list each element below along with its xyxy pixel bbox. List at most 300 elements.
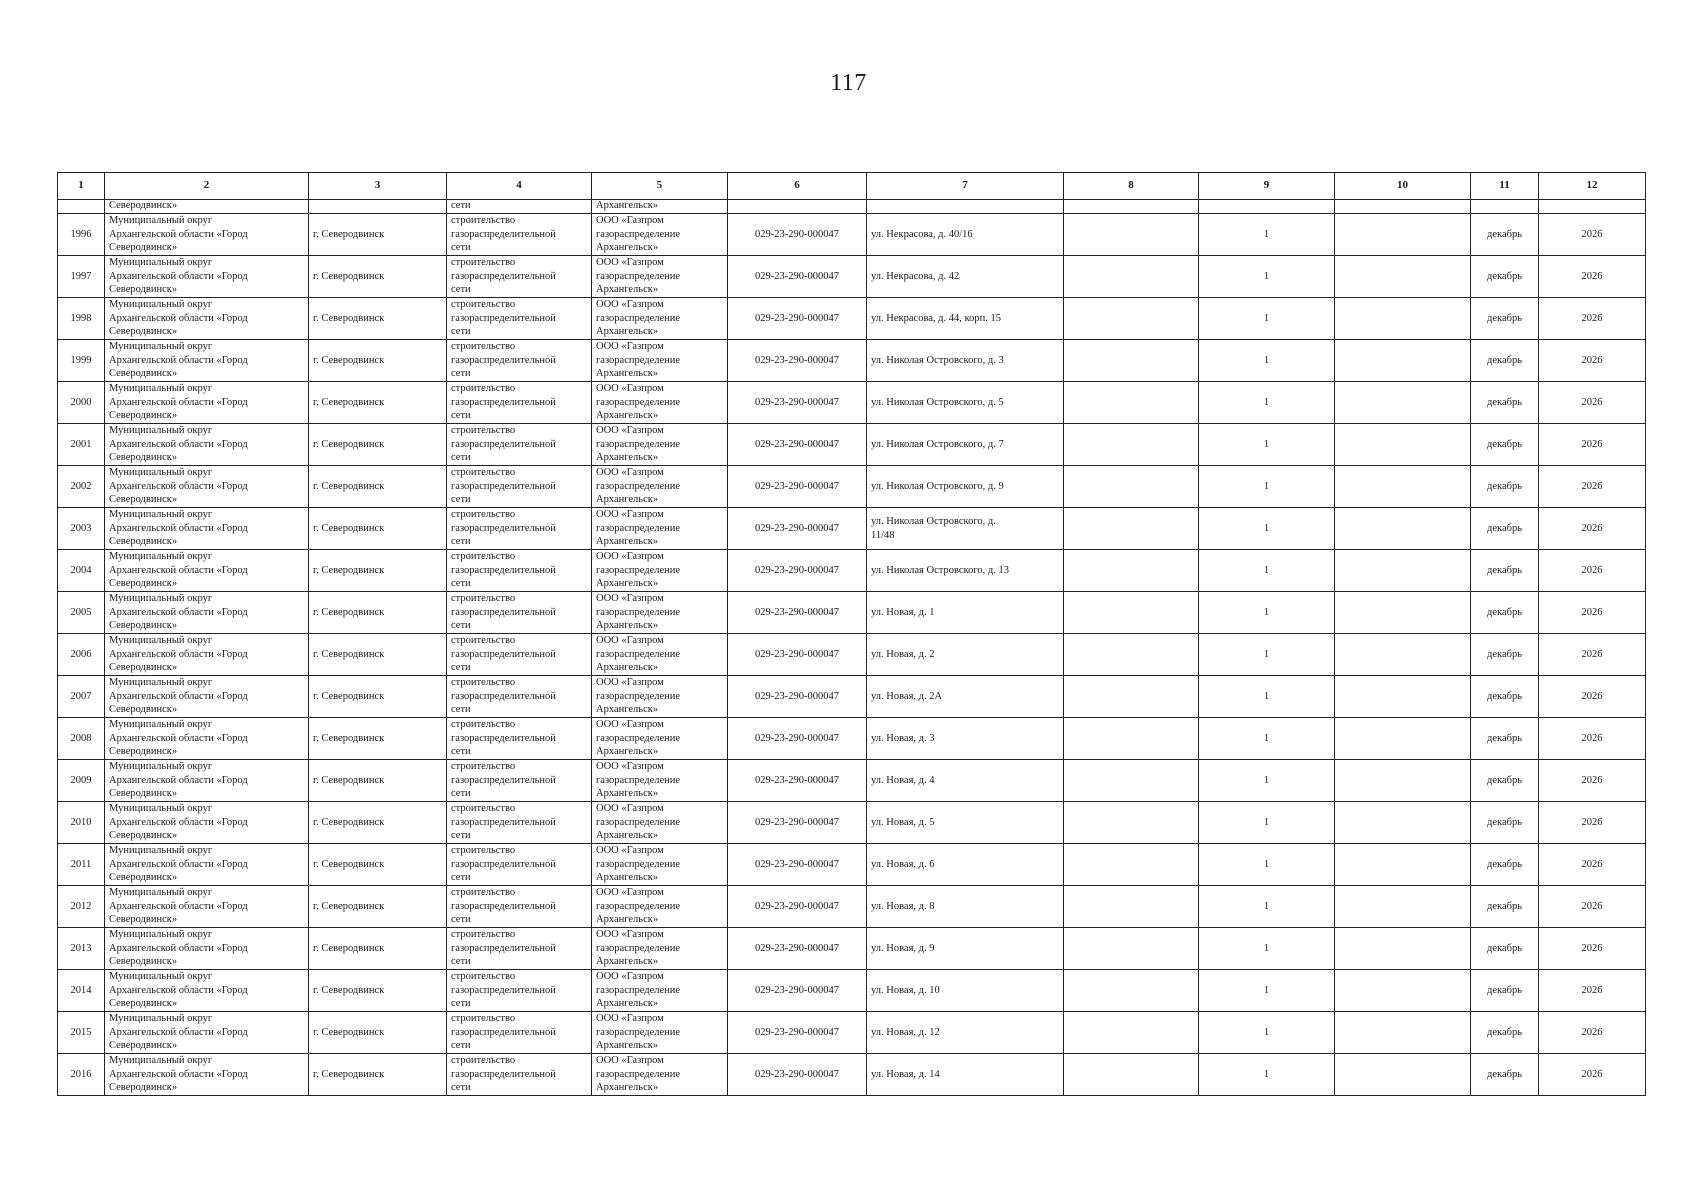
quantity-cell-text: 1: [1263, 984, 1270, 996]
city-cell-text: г. Северодвинск: [313, 312, 385, 324]
organization-cell-text: ООО «Газпром газораспределение Архангельск»: [596, 509, 681, 548]
table-row: [58, 340, 1646, 382]
continuation-org: Архангельск»: [592, 200, 728, 214]
month-cell-text: декабрь: [1487, 1068, 1522, 1080]
organization-cell-text: ООО «Газпром газораспределение Архангельск»: [596, 1013, 681, 1052]
municipality-cell: [105, 634, 309, 676]
code-cell-text: 029-23-290-000047: [755, 522, 839, 534]
month-cell: [1471, 256, 1539, 298]
month-cell: [1471, 424, 1539, 466]
quantity-cell: [1199, 844, 1335, 886]
year-cell-text: 2026: [1581, 354, 1603, 366]
row-number: [58, 970, 105, 1012]
year-cell: [1539, 592, 1646, 634]
code-cell-text: 029-23-290-000047: [755, 984, 839, 996]
address-cell-text: ул. Некрасова, д. 44, корп. 15: [871, 312, 1001, 324]
row-number-text: 1996: [70, 228, 92, 240]
month-cell: [1471, 1012, 1539, 1054]
row-number: [58, 466, 105, 508]
address-cell-text: ул. Новая, д. 12: [871, 1026, 940, 1038]
month-cell-text: декабрь: [1487, 732, 1522, 744]
work-type-cell: [447, 886, 592, 928]
address-cell: [867, 970, 1064, 1012]
city-cell-text: г. Северодвинск: [313, 648, 385, 660]
table-row: [58, 214, 1646, 256]
quantity-cell-text: 1: [1263, 312, 1270, 324]
column-10-cell: [1335, 676, 1471, 718]
code-cell-text: 029-23-290-000047: [755, 354, 839, 366]
continuation-row: [58, 200, 1646, 214]
municipality-cell: [105, 424, 309, 466]
city-cell: [309, 550, 447, 592]
organization-cell: [592, 718, 728, 760]
table-row: [58, 802, 1646, 844]
quantity-cell-text: 1: [1263, 942, 1270, 954]
work-type-cell: [447, 1012, 592, 1054]
column-10-cell: [1335, 844, 1471, 886]
code-cell-text: 029-23-290-000047: [755, 564, 839, 576]
column-8-cell: [1064, 382, 1199, 424]
address-cell-text: ул. Николая Островского, д. 3: [871, 354, 1004, 366]
address-cell: [867, 298, 1064, 340]
year-cell: [1539, 550, 1646, 592]
city-cell-text: г. Северодвинск: [313, 984, 385, 996]
address-cell-text: ул. Новая, д. 14: [871, 1068, 940, 1080]
address-cell-text: ул. Новая, д. 2: [871, 648, 935, 660]
row-number: [58, 1054, 105, 1096]
year-cell: [1539, 802, 1646, 844]
quantity-cell-text: 1: [1263, 900, 1270, 912]
code-cell-text: 029-23-290-000047: [755, 480, 839, 492]
municipality-cell: [105, 802, 309, 844]
work-type-cell: [447, 634, 592, 676]
table-row: [58, 928, 1646, 970]
address-cell: [867, 802, 1064, 844]
row-number: [58, 298, 105, 340]
month-cell: [1471, 928, 1539, 970]
city-cell: [309, 802, 447, 844]
code-cell: [728, 214, 867, 256]
municipality-cell: [105, 340, 309, 382]
row-number-text: 2008: [70, 732, 92, 744]
column-8-cell: [1064, 928, 1199, 970]
column-10-cell: [1335, 340, 1471, 382]
work-type-cell-text: строительство газораспределительной сети: [451, 215, 556, 254]
year-cell-text: 2026: [1581, 522, 1603, 534]
quantity-cell: [1199, 466, 1335, 508]
row-number: [58, 802, 105, 844]
municipality-cell-text: Муниципальный округ Архангельской области «Город Северодвинск»: [109, 257, 248, 296]
quantity-cell-text: 1: [1263, 564, 1270, 576]
code-cell: [728, 676, 867, 718]
month-cell: [1471, 970, 1539, 1012]
code-cell-text: 029-23-290-000047: [755, 396, 839, 408]
municipality-cell: [105, 676, 309, 718]
organization-cell: [592, 634, 728, 676]
row-number: [58, 928, 105, 970]
address-cell-text: ул. Новая, д. 6: [871, 858, 935, 870]
organization-cell: [592, 886, 728, 928]
column-8-cell: [1064, 550, 1199, 592]
year-cell: [1539, 340, 1646, 382]
row-number-text: 2006: [70, 648, 92, 660]
municipality-cell: [105, 550, 309, 592]
column-8-cell: [1064, 1012, 1199, 1054]
work-type-cell-text: строительство газораспределительной сети: [451, 551, 556, 590]
municipality-cell: [105, 760, 309, 802]
table-row: [58, 592, 1646, 634]
row-number-text: 2000: [70, 396, 92, 408]
month-cell: [1471, 592, 1539, 634]
code-cell-text: 029-23-290-000047: [755, 900, 839, 912]
code-cell: [728, 466, 867, 508]
month-cell-text: декабрь: [1487, 774, 1522, 786]
row-number: [58, 886, 105, 928]
quantity-cell-text: 1: [1263, 732, 1270, 744]
quantity-cell-text: 1: [1263, 228, 1270, 240]
quantity-cell: [1199, 592, 1335, 634]
month-cell: [1471, 550, 1539, 592]
code-cell: [728, 886, 867, 928]
work-type-cell-text: строительство газораспределительной сети: [451, 845, 556, 884]
year-cell-text: 2026: [1581, 228, 1603, 240]
municipality-cell-text: Муниципальный округ Архангельской области «Город Северодвинск»: [109, 677, 248, 716]
column-10-cell: [1335, 424, 1471, 466]
quantity-cell: [1199, 760, 1335, 802]
city-cell-text: г. Северодвинск: [313, 564, 385, 576]
row-number-text: 2016: [70, 1068, 92, 1080]
city-cell-text: г. Северодвинск: [313, 228, 385, 240]
month-cell: [1471, 508, 1539, 550]
row-number-text: 2005: [70, 606, 92, 618]
municipality-cell-text: Муниципальный округ Архангельской области «Город Северодвинск»: [109, 971, 248, 1010]
work-type-cell-text: строительство газораспределительной сети: [451, 383, 556, 422]
city-cell-text: г. Северодвинск: [313, 816, 385, 828]
row-number-text: 2004: [70, 564, 92, 576]
quantity-cell-text: 1: [1263, 270, 1270, 282]
quantity-cell: [1199, 634, 1335, 676]
year-cell-text: 2026: [1581, 564, 1603, 576]
column-10-cell: [1335, 928, 1471, 970]
city-cell: [309, 592, 447, 634]
address-cell: [867, 340, 1064, 382]
row-number: [58, 340, 105, 382]
organization-cell: [592, 802, 728, 844]
city-cell: [309, 970, 447, 1012]
code-cell-text: 029-23-290-000047: [755, 648, 839, 660]
city-cell-text: г. Северодвинск: [313, 396, 385, 408]
organization-cell-text: ООО «Газпром газораспределение Архангельск»: [596, 215, 681, 254]
work-type-cell: [447, 844, 592, 886]
organization-cell-text: ООО «Газпром газораспределение Архангельск»: [596, 551, 681, 590]
quantity-cell-text: 1: [1263, 774, 1270, 786]
code-cell: [728, 760, 867, 802]
organization-cell-text: ООО «Газпром газораспределение Архангельск»: [596, 677, 681, 716]
row-number: [58, 256, 105, 298]
table-row: [58, 760, 1646, 802]
column-10-cell: [1335, 634, 1471, 676]
row-number-text: 2012: [70, 900, 92, 912]
municipality-cell-text: Муниципальный округ Архангельской области «Город Северодвинск»: [109, 1013, 248, 1052]
quantity-cell: [1199, 424, 1335, 466]
work-type-cell-text: строительство газораспределительной сети: [451, 635, 556, 674]
municipality-cell-text: Муниципальный округ Архангельской области «Город Северодвинск»: [109, 425, 248, 464]
work-type-cell-text: строительство газораспределительной сети: [451, 677, 556, 716]
code-cell-text: 029-23-290-000047: [755, 816, 839, 828]
city-cell: [309, 1012, 447, 1054]
row-number: [58, 382, 105, 424]
city-cell: [309, 424, 447, 466]
row-number: [58, 760, 105, 802]
work-type-cell-text: строительство газораспределительной сети: [451, 929, 556, 968]
column-10-cell: [1335, 508, 1471, 550]
year-cell-text: 2026: [1581, 942, 1603, 954]
city-cell-text: г. Северодвинск: [313, 606, 385, 618]
code-cell: [728, 340, 867, 382]
column-header: 4: [447, 173, 592, 200]
address-cell-text: ул. Николая Островского, д. 11/48: [871, 516, 996, 541]
column-10-cell: [1335, 550, 1471, 592]
year-cell-text: 2026: [1581, 1068, 1603, 1080]
quantity-cell: [1199, 718, 1335, 760]
address-cell-text: ул. Николая Островского, д. 5: [871, 396, 1004, 408]
column-header: 10: [1335, 173, 1471, 200]
address-cell-text: ул. Новая, д. 9: [871, 942, 935, 954]
column-8-cell: [1064, 760, 1199, 802]
quantity-cell-text: 1: [1263, 648, 1270, 660]
row-number: [58, 214, 105, 256]
code-cell-text: 029-23-290-000047: [755, 732, 839, 744]
quantity-cell: [1199, 256, 1335, 298]
month-cell-text: декабрь: [1487, 900, 1522, 912]
code-cell: [728, 802, 867, 844]
work-type-cell: [447, 466, 592, 508]
data-table: [57, 172, 1646, 1096]
address-cell-text: ул. Новая, д. 10: [871, 984, 940, 996]
city-cell-text: г. Северодвинск: [313, 438, 385, 450]
municipality-cell: [105, 844, 309, 886]
organization-cell: [592, 550, 728, 592]
month-cell-text: декабрь: [1487, 564, 1522, 576]
column-10-cell: [1335, 214, 1471, 256]
municipality-cell: [105, 592, 309, 634]
work-type-cell: [447, 718, 592, 760]
table-row: [58, 1054, 1646, 1096]
column-8-cell: [1064, 214, 1199, 256]
table-row: [58, 466, 1646, 508]
column-header: 3: [309, 173, 447, 200]
year-cell: [1539, 508, 1646, 550]
month-cell: [1471, 214, 1539, 256]
work-type-cell-text: строительство газораспределительной сети: [451, 803, 556, 842]
month-cell: [1471, 340, 1539, 382]
column-10-cell: [1335, 466, 1471, 508]
month-cell-text: декабрь: [1487, 606, 1522, 618]
quantity-cell: [1199, 508, 1335, 550]
code-cell: [728, 298, 867, 340]
column-10-cell: [1335, 802, 1471, 844]
row-number-text: 2002: [70, 480, 92, 492]
code-cell-text: 029-23-290-000047: [755, 690, 839, 702]
code-cell-text: 029-23-290-000047: [755, 270, 839, 282]
work-type-cell: [447, 256, 592, 298]
municipality-cell: [105, 256, 309, 298]
municipality-cell: [105, 970, 309, 1012]
organization-cell: [592, 382, 728, 424]
address-cell-text: ул. Некрасова, д. 42: [871, 270, 960, 282]
table-row: [58, 970, 1646, 1012]
column-header: 7: [867, 173, 1064, 200]
work-type-cell-text: строительство газораспределительной сети: [451, 425, 556, 464]
month-cell-text: декабрь: [1487, 522, 1522, 534]
quantity-cell: [1199, 970, 1335, 1012]
month-cell: [1471, 1054, 1539, 1096]
code-cell-text: 029-23-290-000047: [755, 1068, 839, 1080]
column-8-cell: [1064, 340, 1199, 382]
quantity-cell-text: 1: [1263, 480, 1270, 492]
quantity-cell: [1199, 550, 1335, 592]
city-cell-text: г. Северодвинск: [313, 354, 385, 366]
year-cell-text: 2026: [1581, 774, 1603, 786]
organization-cell-text: ООО «Газпром газораспределение Архангельск»: [596, 635, 681, 674]
city-cell: [309, 718, 447, 760]
code-cell: [728, 634, 867, 676]
organization-cell: [592, 340, 728, 382]
work-type-cell-text: строительство газораспределительной сети: [451, 509, 556, 548]
quantity-cell: [1199, 802, 1335, 844]
code-cell-text: 029-23-290-000047: [755, 774, 839, 786]
column-8-cell: [1064, 802, 1199, 844]
row-number: [58, 508, 105, 550]
row-number-text: 2013: [70, 942, 92, 954]
city-cell-text: г. Северодвинск: [313, 858, 385, 870]
municipality-cell-text: Муниципальный округ Архангельской области «Город Северодвинск»: [109, 635, 248, 674]
code-cell: [728, 508, 867, 550]
municipality-cell: [105, 298, 309, 340]
address-cell-text: ул. Новая, д. 8: [871, 900, 935, 912]
quantity-cell-text: 1: [1263, 396, 1270, 408]
work-type-cell: [447, 340, 592, 382]
address-cell: [867, 886, 1064, 928]
column-8-cell: [1064, 676, 1199, 718]
quantity-cell-text: 1: [1263, 606, 1270, 618]
municipality-cell-text: Муниципальный округ Архангельской области «Город Северодвинск»: [109, 761, 248, 800]
work-type-cell: [447, 298, 592, 340]
address-cell: [867, 550, 1064, 592]
row-number-text: 1999: [70, 354, 92, 366]
month-cell-text: декабрь: [1487, 438, 1522, 450]
address-cell: [867, 844, 1064, 886]
quantity-cell-text: 1: [1263, 816, 1270, 828]
month-cell: [1471, 298, 1539, 340]
code-cell-text: 029-23-290-000047: [755, 438, 839, 450]
address-cell: [867, 214, 1064, 256]
municipality-cell: [105, 886, 309, 928]
column-10-cell: [1335, 1012, 1471, 1054]
column-10-cell: [1335, 970, 1471, 1012]
organization-cell-text: ООО «Газпром газораспределение Архангельск»: [596, 761, 681, 800]
year-cell-text: 2026: [1581, 606, 1603, 618]
year-cell: [1539, 424, 1646, 466]
work-type-cell: [447, 1054, 592, 1096]
organization-cell-text: ООО «Газпром газораспределение Архангельск»: [596, 887, 681, 926]
column-header: 9: [1199, 173, 1335, 200]
city-cell: [309, 676, 447, 718]
column-8-cell: [1064, 844, 1199, 886]
municipality-cell: [105, 466, 309, 508]
code-cell-text: 029-23-290-000047: [755, 228, 839, 240]
year-cell: [1539, 886, 1646, 928]
table-row: [58, 382, 1646, 424]
month-cell-text: декабрь: [1487, 480, 1522, 492]
table-row: [58, 256, 1646, 298]
city-cell-text: г. Северодвинск: [313, 1068, 385, 1080]
row-number-text: 2015: [70, 1026, 92, 1038]
code-cell: [728, 1054, 867, 1096]
city-cell-text: г. Северодвинск: [313, 1026, 385, 1038]
work-type-cell: [447, 424, 592, 466]
month-cell: [1471, 466, 1539, 508]
column-8-cell: [1064, 718, 1199, 760]
quantity-cell: [1199, 214, 1335, 256]
table-row: [58, 886, 1646, 928]
organization-cell: [592, 970, 728, 1012]
organization-cell: [592, 760, 728, 802]
code-cell: [728, 928, 867, 970]
work-type-cell: [447, 550, 592, 592]
table-row: [58, 424, 1646, 466]
column-10-cell: [1335, 760, 1471, 802]
quantity-cell: [1199, 676, 1335, 718]
year-cell-text: 2026: [1581, 732, 1603, 744]
table-row: [58, 298, 1646, 340]
row-number-text: 1997: [70, 270, 92, 282]
organization-cell: [592, 676, 728, 718]
year-cell-text: 2026: [1581, 438, 1603, 450]
work-type-cell: [447, 928, 592, 970]
code-cell-text: 029-23-290-000047: [755, 1026, 839, 1038]
continuation-municipality: Северодвинск»: [105, 200, 309, 214]
year-cell: [1539, 298, 1646, 340]
work-type-cell: [447, 970, 592, 1012]
organization-cell-text: ООО «Газпром газораспределение Архангельск»: [596, 719, 681, 758]
organization-cell-text: ООО «Газпром газораспределение Архангельск»: [596, 383, 681, 422]
code-cell-text: 029-23-290-000047: [755, 312, 839, 324]
month-cell-text: декабрь: [1487, 396, 1522, 408]
table-row: [58, 634, 1646, 676]
municipality-cell: [105, 928, 309, 970]
city-cell-text: г. Северодвинск: [313, 774, 385, 786]
work-type-cell: [447, 214, 592, 256]
municipality-cell-text: Муниципальный округ Архангельской области «Город Северодвинск»: [109, 383, 248, 422]
column-header: 5: [592, 173, 728, 200]
quantity-cell-text: 1: [1263, 1068, 1270, 1080]
code-cell-text: 029-23-290-000047: [755, 858, 839, 870]
work-type-cell: [447, 382, 592, 424]
year-cell: [1539, 256, 1646, 298]
code-cell: [728, 382, 867, 424]
code-cell: [728, 550, 867, 592]
address-cell-text: ул. Николая Островского, д. 13: [871, 564, 1009, 576]
month-cell-text: декабрь: [1487, 312, 1522, 324]
address-cell: [867, 592, 1064, 634]
city-cell-text: г. Северодвинск: [313, 270, 385, 282]
row-number-text: 2014: [70, 984, 92, 996]
year-cell-text: 2026: [1581, 858, 1603, 870]
organization-cell-text: ООО «Газпром газораспределение Архангельск»: [596, 803, 681, 842]
organization-cell: [592, 298, 728, 340]
municipality-cell-text: Муниципальный округ Архангельской области «Город Северодвинск»: [109, 845, 248, 884]
